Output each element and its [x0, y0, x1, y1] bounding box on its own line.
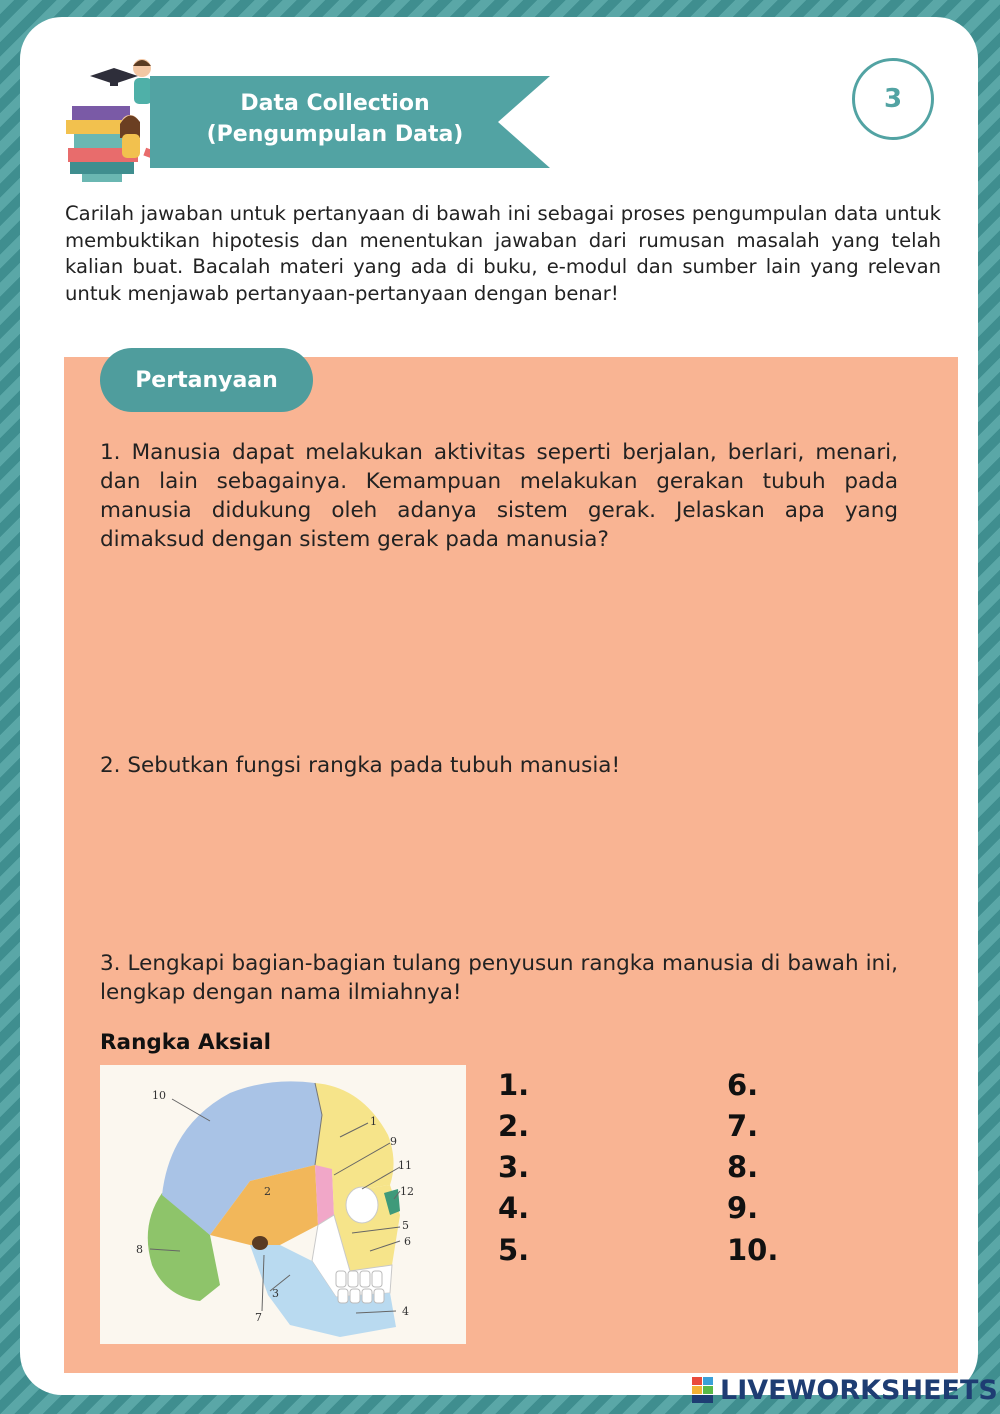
question-1: 1. Manusia dapat melakukan aktivitas seperti berjalan, berlari, menari, dan lain sebagainya. Kemampuan melakukan gerakan tubuh pada manusia didukung oleh adanya sistem gerak. Jelaskan apa yang dimaksud dengan sistem gerak pada manusia?: [100, 440, 898, 552]
skull-label-1: 1: [370, 1115, 377, 1128]
skull-label-10: 10: [152, 1089, 166, 1102]
answer-number-2: 2.: [498, 1109, 530, 1143]
skull-label-6: 6: [404, 1235, 411, 1248]
banner-title: [180, 88, 490, 150]
page-number: 3: [852, 58, 934, 140]
answer-number-1: 1.: [498, 1068, 530, 1102]
answer-number-9: 9.: [727, 1191, 759, 1225]
skull-label-3: 3: [272, 1287, 279, 1300]
answer-number-4: 4.: [498, 1191, 530, 1225]
liveworksheets-icon: [692, 1377, 714, 1403]
skull-label-7: 7: [255, 1311, 262, 1324]
skull-label-2: 2: [264, 1185, 271, 1198]
answer-number-7: 7.: [727, 1109, 759, 1143]
answer-number-3: 3.: [498, 1150, 530, 1184]
banner-title-line2: (Pengumpulan Data): [206, 122, 464, 147]
rangka-aksial-label: Rangka Aksial: [100, 1030, 272, 1055]
skull-illustration: [100, 1065, 466, 1344]
intro-paragraph: Carilah jawaban untuk pertanyaan di bawah ini sebagai proses pengumpulan data untuk membuktikan hipotesis dan menentukan jawaban dari rumusan masalah yang telah kalian buat. Bacalah materi yang ada di buku, e-modul dan sumber lain yang relevan untuk menjawab pertanyaan-pertanyaan dengan benar!: [65, 202, 941, 305]
skull-label-9: 9: [390, 1135, 397, 1148]
liveworksheets-text: LIVEWORKSHEETS: [720, 1374, 998, 1406]
answer-number-6: 6.: [727, 1068, 759, 1102]
skull-diagram: [100, 1065, 466, 1344]
skull-label-4: 4: [402, 1305, 409, 1318]
skull-sphenoid: [315, 1165, 334, 1225]
skull-label-12: 12: [400, 1185, 414, 1198]
skull-label-8: 8: [136, 1243, 143, 1256]
question-2: 2. Sebutkan fungsi rangka pada tubuh manusia!: [100, 753, 621, 778]
skull-label-5: 5: [402, 1219, 409, 1232]
question-3: 3. Lengkapi bagian-bagian tulang penyusun rangka manusia di bawah ini, lengkap dengan nama ilmiahnya!: [100, 951, 898, 1005]
pertanyaan-label: Pertanyaan: [100, 348, 313, 412]
answer-number-8: 8.: [727, 1150, 759, 1184]
liveworksheets-logo: [692, 1373, 998, 1407]
answer-number-10: 10.: [727, 1233, 779, 1267]
skull-label-11: 11: [398, 1159, 412, 1172]
banner-title-line1: Data Collection: [240, 91, 430, 116]
answer-number-5: 5.: [498, 1233, 530, 1267]
